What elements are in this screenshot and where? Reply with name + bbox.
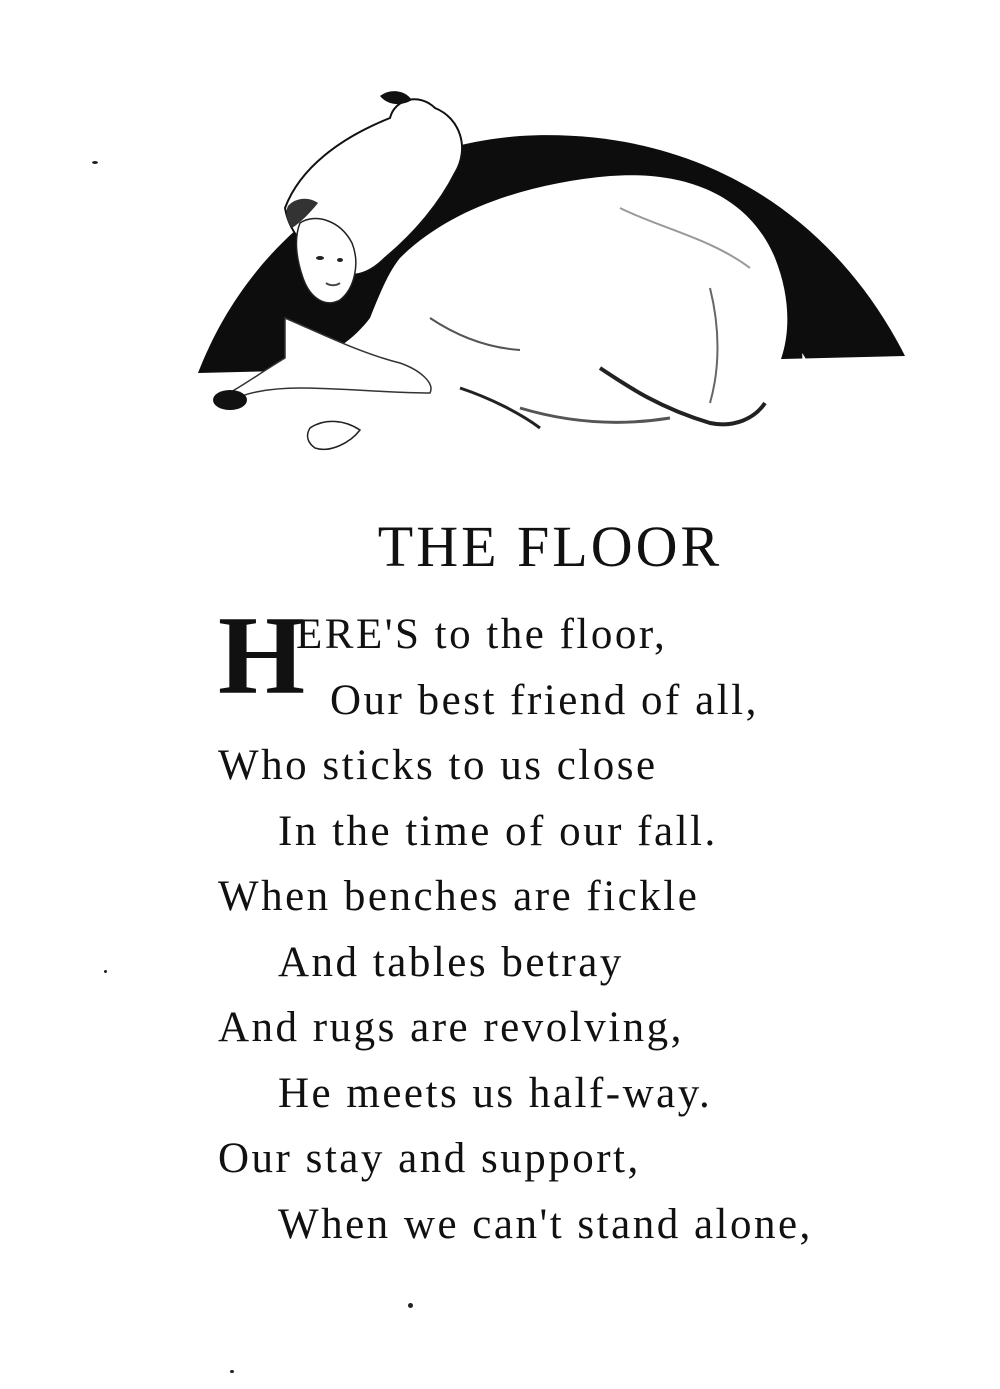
poem-title: THE FLOOR xyxy=(377,514,723,579)
poem-line: When benches are fickle xyxy=(218,873,700,920)
poem-line: Our best friend of all, xyxy=(330,676,759,724)
poem-line: And rugs are revolving, xyxy=(218,1004,684,1051)
paper-speck xyxy=(408,1303,413,1308)
poem-line: He meets us half-way. xyxy=(278,1069,713,1117)
paper-speck xyxy=(92,161,98,164)
poem-line: And tables betray xyxy=(278,938,624,986)
drop-cap: H xyxy=(218,594,306,718)
paper-speck xyxy=(230,1370,234,1373)
poem-line: Who sticks to us close xyxy=(218,742,658,789)
poem-line: When we can't stand alone, xyxy=(278,1200,813,1248)
baby-crawling-illustration xyxy=(190,88,910,478)
poem-line: Our stay and support, xyxy=(218,1135,641,1182)
paper-speck xyxy=(104,970,107,973)
poem-body xyxy=(218,594,958,1257)
poem-line: In the time of our fall. xyxy=(278,807,718,855)
poem-line: ERE'S to the floor, xyxy=(296,611,668,658)
